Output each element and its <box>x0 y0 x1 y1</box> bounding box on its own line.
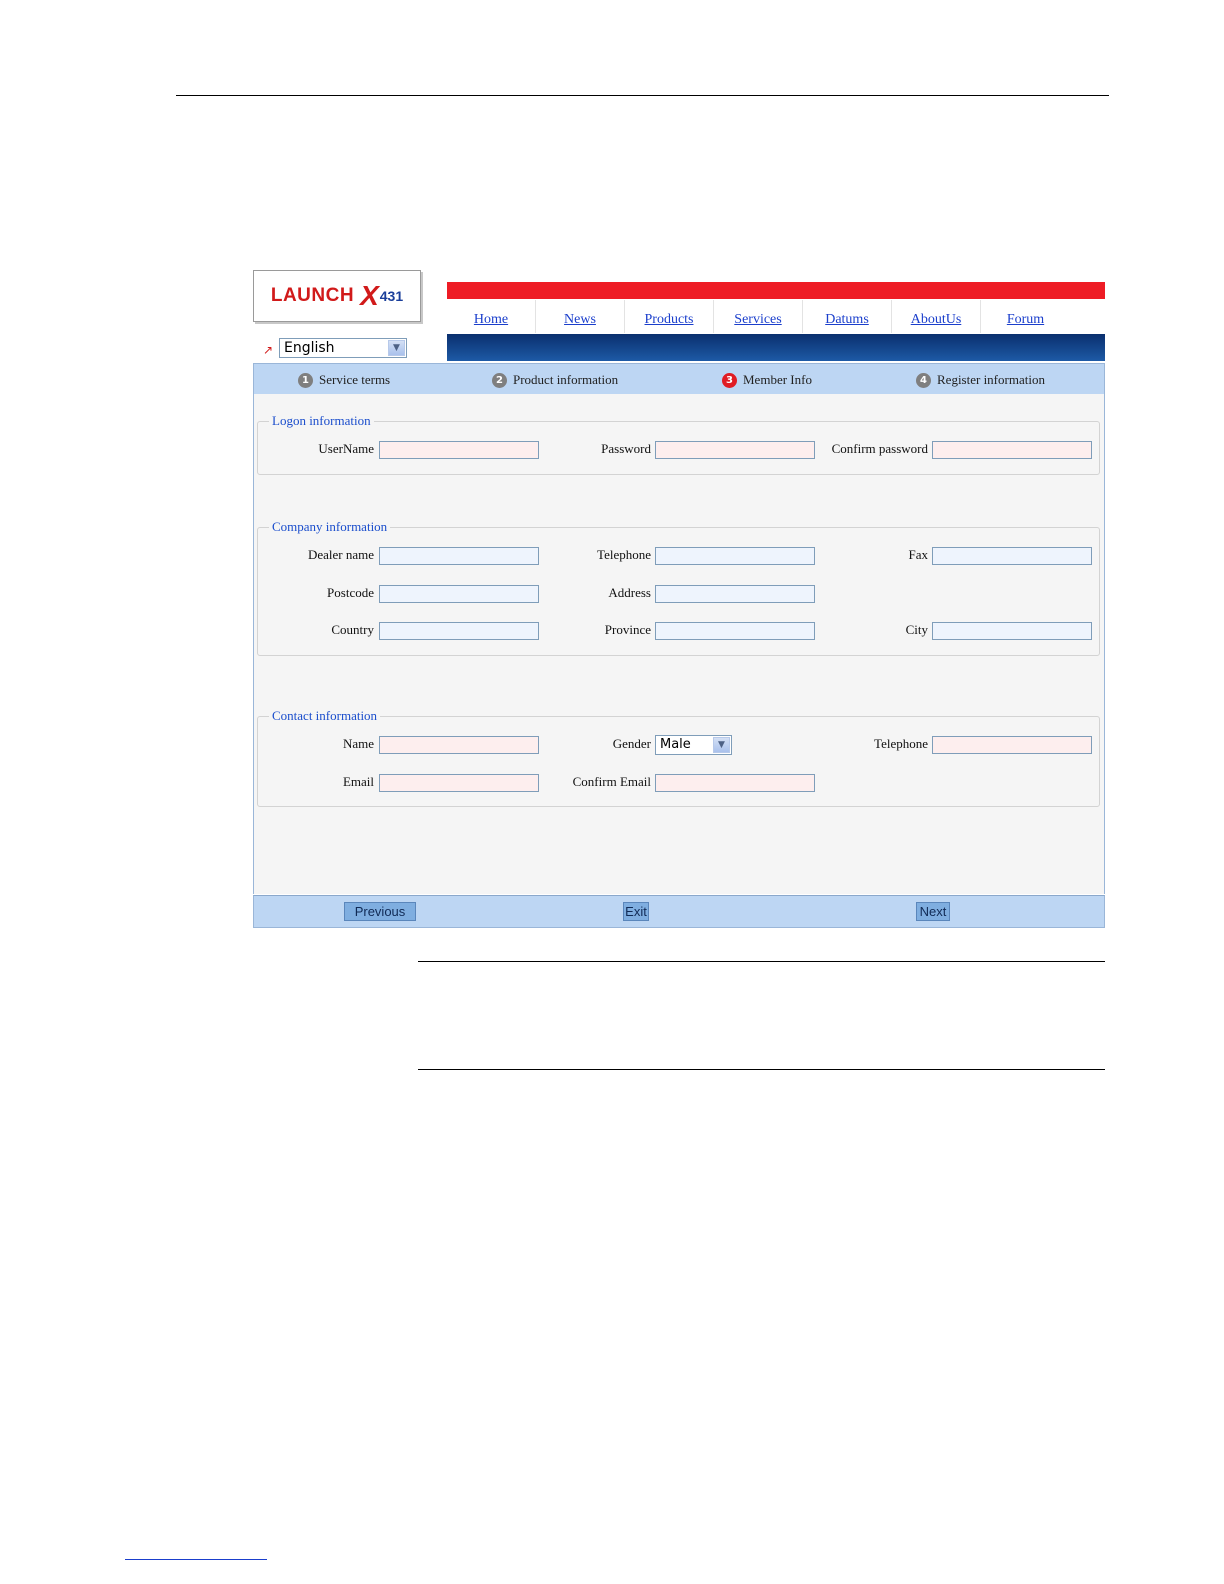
exit-button[interactable]: Exit <box>623 902 649 921</box>
username-input[interactable] <box>379 441 539 459</box>
nav-home[interactable]: Home <box>447 300 536 333</box>
logon-legend: Logon information <box>269 413 374 429</box>
step-member-info <box>722 372 812 388</box>
country-label: Country <box>331 622 374 637</box>
step-number-icon: 2 <box>492 373 507 388</box>
logo-model: 431 <box>379 288 404 304</box>
step-number-icon: 1 <box>298 373 313 388</box>
company-telephone-input[interactable] <box>655 547 815 565</box>
page-header-rule <box>176 95 1109 96</box>
language-value: English <box>284 340 335 356</box>
header-red-bar <box>447 282 1105 299</box>
nav-products[interactable]: Products <box>625 300 714 333</box>
contact-telephone-input[interactable] <box>932 736 1092 754</box>
next-button[interactable]: Next <box>916 902 950 921</box>
logon-fieldset <box>257 413 1100 475</box>
launch-logo <box>253 270 421 322</box>
step-label: Member Info <box>743 372 812 387</box>
company-fieldset <box>257 519 1100 656</box>
note-bottom-rule <box>418 1069 1105 1070</box>
gender-label: Gender <box>612 736 651 751</box>
note-top-rule <box>418 961 1105 962</box>
password-label: Password <box>601 441 651 456</box>
registration-screenshot <box>253 270 1105 927</box>
step-number-icon: 4 <box>916 373 931 388</box>
postcode-input[interactable] <box>379 585 539 603</box>
nav-datums[interactable]: Datums <box>803 300 892 333</box>
previous-button[interactable]: Previous <box>344 902 416 921</box>
gender-select[interactable] <box>655 735 732 755</box>
step-label: Product information <box>513 372 619 387</box>
chevron-down-icon[interactable]: ▼ <box>388 340 405 356</box>
header-navy-bar <box>447 334 1105 361</box>
email-input[interactable] <box>379 774 539 792</box>
language-select[interactable] <box>279 338 407 358</box>
company-legend: Company information <box>269 519 390 535</box>
dealer-name-label: Dealer name <box>307 547 374 562</box>
address-input[interactable] <box>655 585 815 603</box>
step-number-icon: 3 <box>722 373 737 388</box>
contact-name-label: Name <box>342 736 374 751</box>
step-label: Service terms <box>319 372 391 387</box>
province-input[interactable] <box>655 622 815 640</box>
nav-forum[interactable]: Forum <box>1006 312 1045 327</box>
email-label: Email <box>342 774 374 789</box>
country-input[interactable] <box>379 622 539 640</box>
logo-brand: LAUNCH <box>270 285 355 306</box>
contact-name-input[interactable] <box>379 736 539 754</box>
city-input[interactable] <box>932 622 1092 640</box>
nav-services[interactable]: Services <box>714 300 803 333</box>
fax-input[interactable] <box>932 547 1092 565</box>
logo-mark: X <box>360 280 379 311</box>
province-label: Province <box>604 622 651 637</box>
contact-telephone-label: Telephone <box>874 736 928 751</box>
confirm-password-input[interactable] <box>932 441 1092 459</box>
step-label: Register information <box>937 372 1045 387</box>
chevron-down-icon[interactable]: ▼ <box>713 737 730 753</box>
confirm-password-label: Confirm password <box>831 441 928 456</box>
arrow-icon: ↗ <box>263 343 274 357</box>
fax-label: Fax <box>908 547 928 562</box>
address-label: Address <box>608 585 651 600</box>
username-label: UserName <box>318 441 374 456</box>
main-nav <box>447 300 1105 333</box>
postcode-label: Postcode <box>327 585 374 600</box>
action-bar <box>253 895 1105 928</box>
nav-aboutus[interactable]: AboutUs <box>892 300 981 333</box>
password-input[interactable] <box>655 441 815 459</box>
step-service-terms <box>298 372 390 388</box>
form-area <box>253 394 1105 894</box>
confirm-email-input[interactable] <box>655 774 815 792</box>
step-product-information <box>492 372 618 388</box>
footer-link-underline <box>125 1559 267 1560</box>
wizard-steps <box>253 363 1105 394</box>
dealer-name-input[interactable] <box>379 547 539 565</box>
city-label: City <box>905 622 928 637</box>
step-register-information <box>916 372 1045 388</box>
gender-value: Male <box>660 737 691 752</box>
contact-fieldset <box>257 708 1100 807</box>
contact-legend: Contact information <box>269 708 380 724</box>
company-telephone-label: Telephone <box>597 547 651 562</box>
nav-news[interactable]: News <box>536 300 625 333</box>
confirm-email-label: Confirm Email <box>572 774 651 789</box>
